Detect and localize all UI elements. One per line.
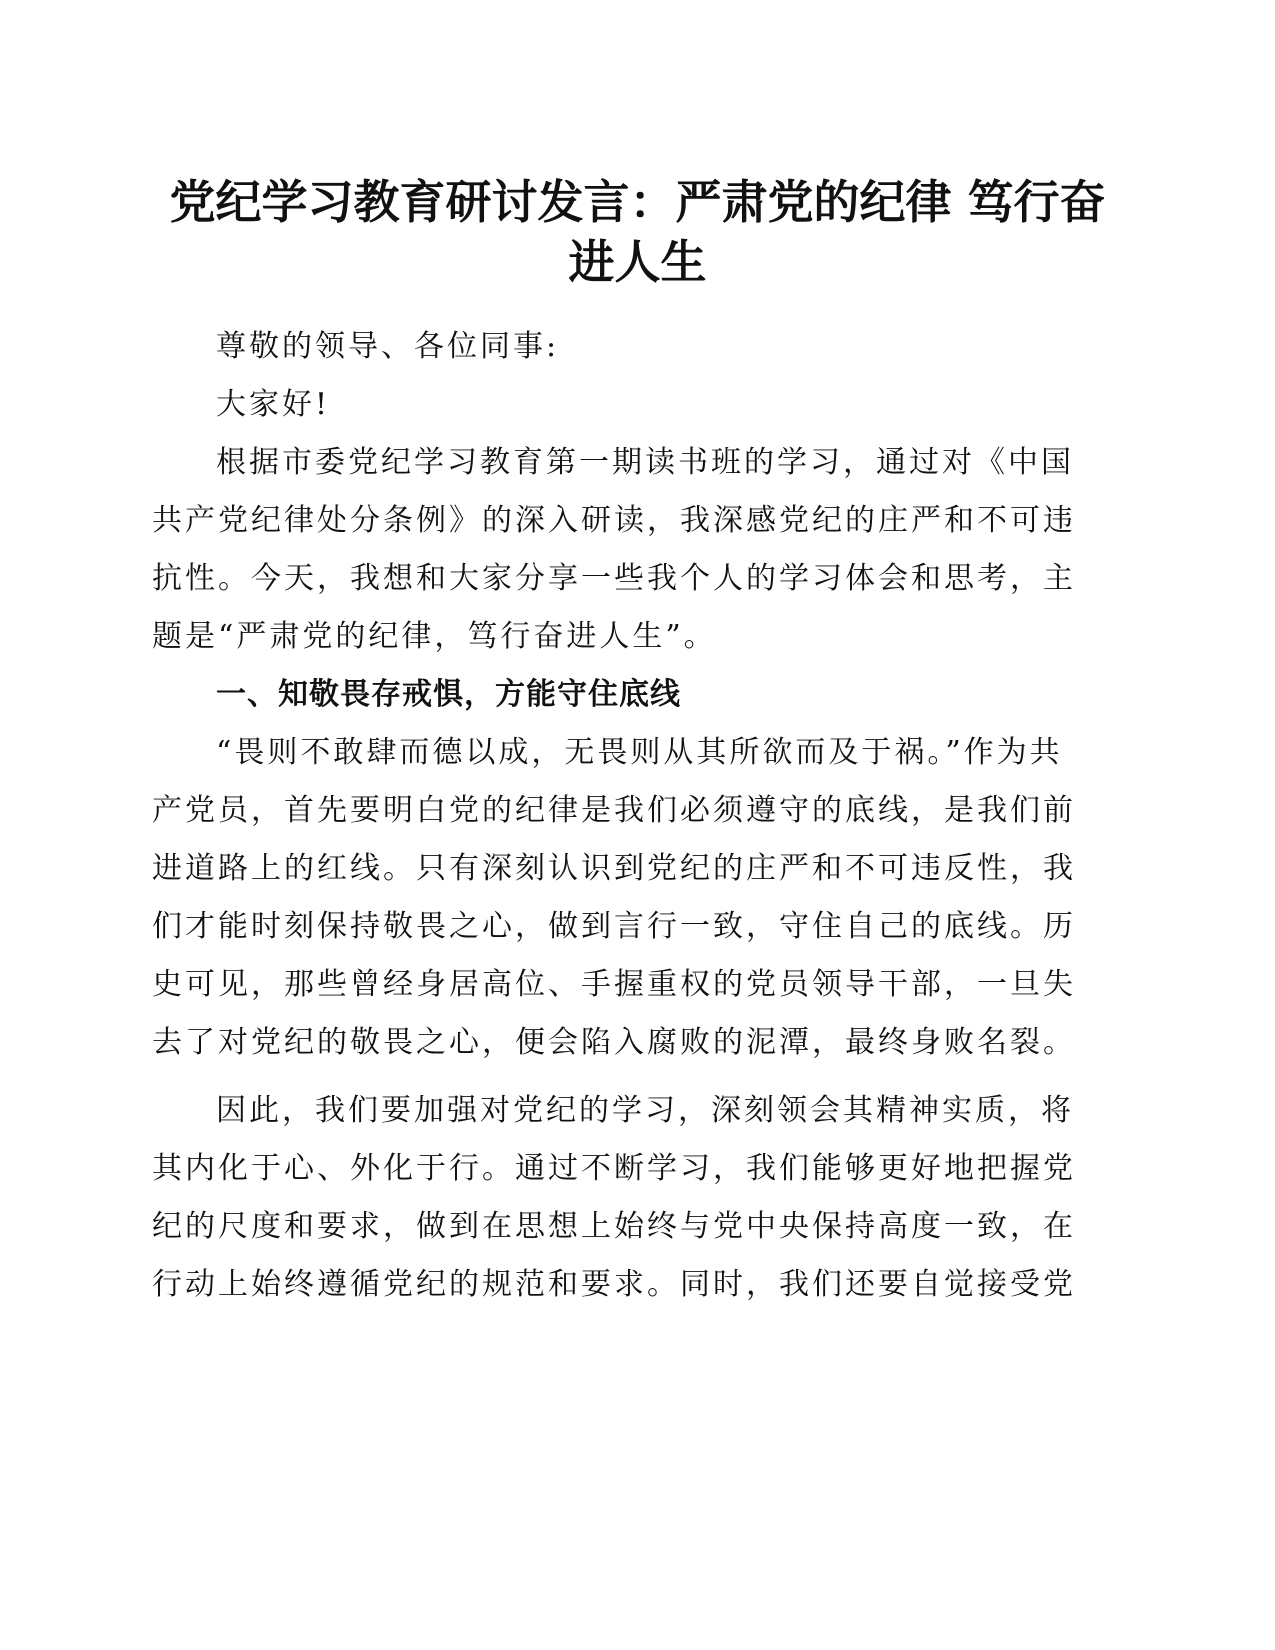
greeting: 大家好! (216, 387, 331, 422)
paragraph-reverence: “畏则不敢肆而德以成，无畏则从其所欲而及于祸。”作为共产党员，首先要明白党的纪律是我们必须遵守的底线，是我们前进道路上的红线。只有深刻认识到党纪的庄严和不可违反性，我们才能时刻保持敬畏之心，做到言行一致，守住自己的底线。历史可见，那些曾经身居高位、手握重权的党员领导干部，一旦失去了对党纪的敬畏之心，便会陷入腐败的泥潭，最终身败名裂。 (152, 735, 1076, 1060)
section-heading: 一、知敬畏存戒惧，方能守住底线 (216, 677, 681, 712)
document-body (152, 318, 1092, 1314)
paragraph-intro: 根据市委党纪学习教育第一期读书班的学习，通过对《中国共产党纪律处分条例》的深入研读，我深感党纪的庄严和不可违抗性。今天，我想和大家分享一些我个人的学习体会和思考，主题是“严肃党的纪律，笃行奋进人生”。 (152, 445, 1076, 654)
paragraph-study: 因此，我们要加强对党纪的学习，深刻领会其精神实质，将其内化于心、外化于行。通过不断学习，我们能够更好地把握党纪的尺度和要求，做到在思想上始终与党中央保持高度一致，在行动上始终遵循党纪的规范和要求。同时，我们还要自觉接受党 (152, 1093, 1076, 1302)
salutation: 尊敬的领导、各位同事: (216, 329, 560, 364)
document-title: 党纪学习教育研讨发言：严肃党的纪律 笃行奋进人生 (169, 175, 1106, 289)
